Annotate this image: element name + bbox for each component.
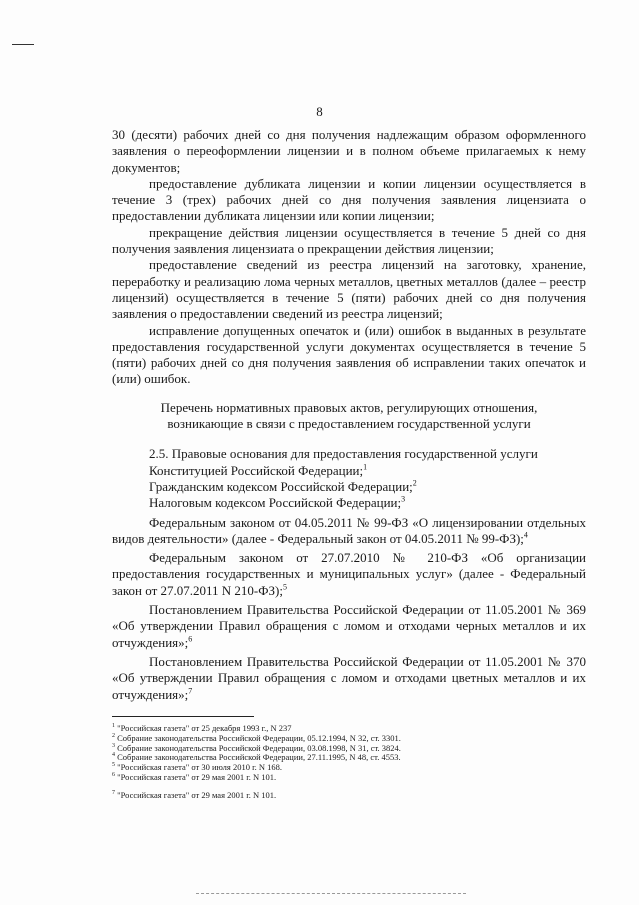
legal-basis-item: Федеральным законом от 04.05.2011 № 99-ФЗ «О лицензировании отдельных видов деятельности» (далее - Федеральный закон от 04.05.2011 № 99-ФЗ);$^4$ — [112, 514, 586, 546]
footnote-ref: 6 — [188, 634, 193, 644]
footnote: $^1$ "Российская газета" от 25 декабря 1993 г., N 237 — [112, 723, 292, 733]
footnote: $^3$ Собрание законодательства Российской Федерации, 03.08.1998, N 31, ст. 3824. — [112, 742, 401, 753]
paragraph-2: прекращение действия лицензии осуществляется в течение 5 дней со дня получения заявления лицензиата о прекращении действия лицензии; — [112, 224, 586, 257]
legal-basis-item: Федеральным законом от 27.07.2010 № 210-ФЗ «Об организации предоставления государственных и муниципальных услуг» (далее - Федеральный закон от 27.07.2011 N 210-ФЗ);$^5$ — [112, 550, 586, 598]
footnote: $^4$ Собрание законодательства Российской Федерации, 27.11.1995, N 48, ст. 4553. — [112, 752, 401, 763]
paragraph-4: исправление допущенных опечаток и (или) ошибок в выданных в результате предоставления государственной услуги документах осуществляется в течение 5 (пяти) рабочих дней со дня получения заявления об исправлении таких опечаток и (или) ошибок. — [112, 322, 586, 387]
legal-basis-intro: 2.5. Правовые основания для предоставления государственной услуги — [149, 446, 538, 462]
footnote-ref: 5 — [283, 582, 287, 592]
legal-basis-item: Конституцией Российской Федерации;$^1$ — [149, 462, 368, 478]
legal-basis-item: Гражданским кодексом Российской Федерации;$^2$ — [149, 478, 417, 494]
legal-basis-item: Налоговым кодексом Российской Федерации;$^3$ — [149, 494, 406, 511]
footnote: $^2$ Собрание законодательства Российской Федерации, 05.12.1994, N 32, ст. 3301. — [112, 732, 401, 743]
footnote-ref: 3 — [401, 494, 406, 504]
paragraph-3: предоставление сведений из реестра лицензий на заготовку, хранение, переработку и реализацию лома черных металлов, цветных металлов (далее – реестр лицензий) осуществляется в течение 5 (пяти) рабочих дней со дня получения заявления о предоставлении сведений из реестра лицензий; — [112, 257, 586, 322]
footnote-divider — [112, 716, 254, 717]
legal-basis-item: Постановлением Правительства Российской Федерации от 11.05.2001 № 370 «Об утверждении Правил обращения с ломом и отходами цветных металлов и их отчуждения»;$^7$ — [112, 653, 586, 702]
scan-mark — [12, 44, 34, 45]
bottom-scan-line — [196, 893, 466, 894]
footnote-ref: 1 — [363, 462, 368, 472]
footnote: $^6$ "Российская газета" от 29 мая 2001 г. N 101. — [112, 771, 277, 782]
footnote-ref: 2 — [412, 478, 417, 488]
footnote-ref: 7 — [188, 686, 193, 696]
footnote: $^5$ "Российская газета" от 30 июля 2010 г. N 168. — [112, 762, 282, 773]
footnote: $^7$ "Российская газета" от 29 мая 2001 г. N 101. — [112, 789, 277, 800]
paragraph-1: предоставление дубликата лицензии и копии лицензии осуществляется в течение 3 (трех) рабочих дней со дня получения заявления лицензиата о предоставлении дубликата лицензии или копии лицензии; — [112, 175, 586, 224]
paragraph-0: 30 (десяти) рабочих дней со дня получения надлежащим образом оформленного заявления о переоформлении лицензии и в полном объеме прилагаемых к нему документов; — [112, 127, 586, 175]
legal-basis-item: Постановлением Правительства Российской Федерации от 11.05.2001 № 369 «Об утверждении Правил обращения с ломом и отходами черных металлов и их отчуждения»;$^6$ — [112, 602, 586, 650]
footnote-ref: 4 — [523, 530, 528, 540]
page-number: 8 — [316, 104, 323, 119]
section-heading: Перечень нормативных правовых актов, регулирующих отношения, возникающие в связи с предоставлением государственной услуги — [160, 399, 538, 432]
body-text — [112, 127, 586, 703]
footnotes — [112, 724, 532, 801]
